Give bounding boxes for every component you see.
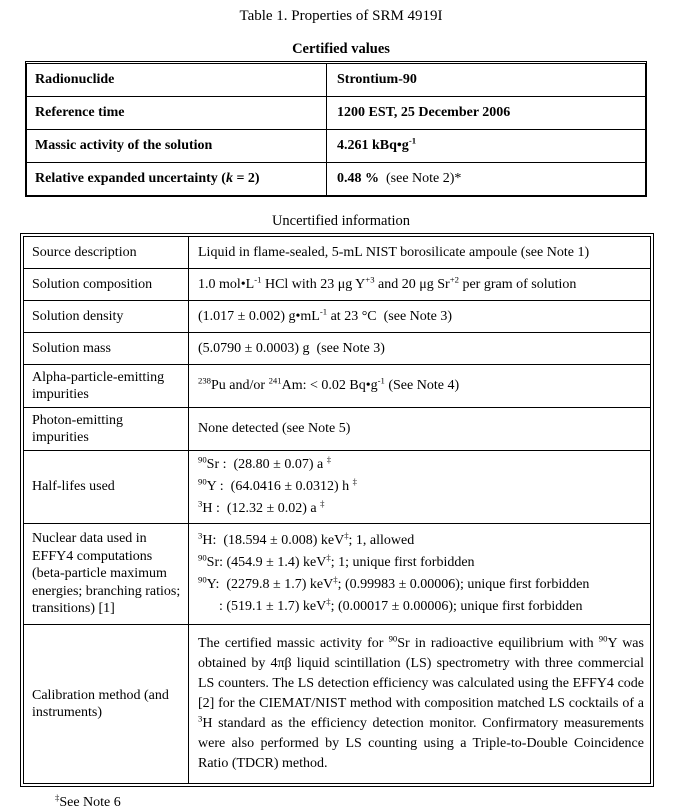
row-value — [327, 64, 646, 97]
row-value — [189, 365, 651, 408]
row-value — [189, 524, 651, 625]
table-row-alpha-impurities — [24, 365, 650, 408]
label-text: Relative expanded uncertainty (k = 2) — [35, 171, 260, 186]
value-paragraph: The certified massic activity for $^{90}$Sr in radioactive equilibrium with $^{90}$Y was obtained by 4πβ liquid scintillation (LS) spectrometry with three commercial LS counters. The LS detection efficiency was calculated using the EFFY4 code [2] for the CIEMAT/NIST method with composition matched LS cocktails of a $^3$H standard as the efficiency detection monitor. Confirmatory measurements were also performed by LS counting using a Triple-to-Double Coincidence Ratio (TDCR) method. — [198, 633, 644, 771]
table-title: Table 1. Properties of SRM 4919I — [239, 8, 443, 24]
row-value — [189, 237, 651, 269]
value-line: $^3$H : (12.32 ± 0.02) a ‡ — [198, 498, 325, 516]
row-value — [189, 333, 651, 365]
row-label — [24, 269, 189, 301]
table-row-relative-uncertainty — [27, 163, 645, 196]
row-label — [24, 365, 189, 408]
table-row-solution-density — [24, 301, 650, 333]
row-value — [189, 269, 651, 301]
table-row-photon-impurities — [24, 408, 650, 451]
table-row-solution-composition — [24, 269, 650, 301]
value-text: $^{238}$Pu and/or $^{241}$Am: < 0.02 $Bq•g^{-1}$ (See Note 4) — [198, 375, 460, 393]
value-text: (5.0790 ± 0.0003) g (see Note 3) — [198, 340, 385, 356]
table-row-massic-activity — [27, 130, 645, 163]
footnote-see-note-6 — [55, 792, 682, 811]
value-text: 1.0 $mol•L^{-1}$ HCl with 23 μg $Y^{+3}$ and 20 μg $Sr^{+2}$ per gram of solution — [198, 273, 577, 292]
certified-section — [0, 41, 682, 197]
row-value — [327, 163, 646, 196]
footnote-text: ‡See Note 6 — [55, 792, 121, 810]
row-value — [189, 451, 651, 524]
uncertified-information-heading: Uncertified information — [271, 213, 411, 229]
table-row-source-description — [24, 237, 650, 269]
certified-values-table — [25, 61, 647, 197]
value-line: $^3$H: (18.594 ± 0.008) keV‡; 1, allowed — [198, 530, 415, 548]
label-text: Solution composition — [32, 276, 153, 292]
value-line: : (519.1 ± 1.7) keV‡; (0.00017 ± 0.00006); unique first forbidden — [198, 596, 583, 614]
row-value — [327, 130, 646, 163]
label-text: Half-lifes used — [32, 479, 115, 495]
row-label — [24, 301, 189, 333]
value-text: 4.261 $kBq•g^{-1}$ — [337, 135, 417, 153]
row-value — [327, 97, 646, 130]
document-page — [0, 8, 682, 811]
value-text: (1.017 ± 0.002) $g•mL^{-1}$ at 23 °C (see Note 3) — [198, 305, 453, 324]
row-label — [24, 524, 189, 625]
label-text: Radionuclide — [35, 72, 115, 87]
row-label — [27, 130, 327, 163]
uncertified-information-table — [20, 233, 654, 787]
label-text: Solution density — [32, 308, 124, 324]
label-text: Photon-emitting impurities — [32, 412, 123, 445]
certified-values-heading: Certified values — [292, 41, 390, 57]
row-label — [24, 408, 189, 451]
label-text: Reference time — [35, 105, 125, 120]
row-value — [189, 301, 651, 333]
label-text: Source description — [32, 244, 137, 260]
value-text: None detected (see Note 5) — [198, 421, 351, 436]
row-label — [27, 64, 327, 97]
label-text: Alpha-particle-emitting impurities — [32, 369, 165, 402]
row-label — [24, 237, 189, 269]
row-label — [27, 163, 327, 196]
row-label — [24, 451, 189, 524]
value-text: 0.48 % (see Note 2)* — [337, 171, 462, 186]
row-label — [24, 625, 189, 784]
table-row-nuclear-data — [24, 524, 650, 625]
value-line: $^{90}$Sr: (454.9 ± 1.4) keV‡; 1; unique first forbidden — [198, 552, 475, 570]
value-text: 1200 EST, 25 December 2006 — [337, 105, 511, 120]
table-row-radionuclide — [27, 64, 645, 97]
table-row-calibration-method — [24, 625, 650, 784]
uncertified-section — [0, 213, 682, 787]
value-text: Strontium-90 — [337, 72, 417, 87]
value-text: Liquid in flame-sealed, 5-mL NIST borosilicate ampoule (see Note 1) — [198, 244, 590, 260]
value-line: $^{90}$Y: (2279.8 ± 1.7) keV‡; (0.99983 ± 0.00006); unique first forbidden — [198, 574, 590, 592]
label-text: Solution mass — [32, 340, 111, 356]
label-text: Nuclear data used in EFFY4 computations (beta-particle maximum energies; branching ratios; transitions) [1] — [32, 531, 181, 617]
table-row-reference-time — [27, 97, 645, 130]
value-line: $^{90}$Sr : (28.80 ± 0.07) a ‡ — [198, 454, 332, 472]
value-line: $^{90}$Y : (64.0416 ± 0.0312) h ‡ — [198, 476, 358, 494]
row-value — [189, 408, 651, 451]
row-label — [24, 333, 189, 365]
label-text: Massic activity of the solution — [35, 138, 213, 153]
table-row-solution-mass — [24, 333, 650, 365]
row-label — [27, 97, 327, 130]
table-row-half-lifes — [24, 451, 650, 524]
row-value — [189, 625, 651, 784]
label-text: Calibration method (and instruments) — [32, 687, 169, 720]
